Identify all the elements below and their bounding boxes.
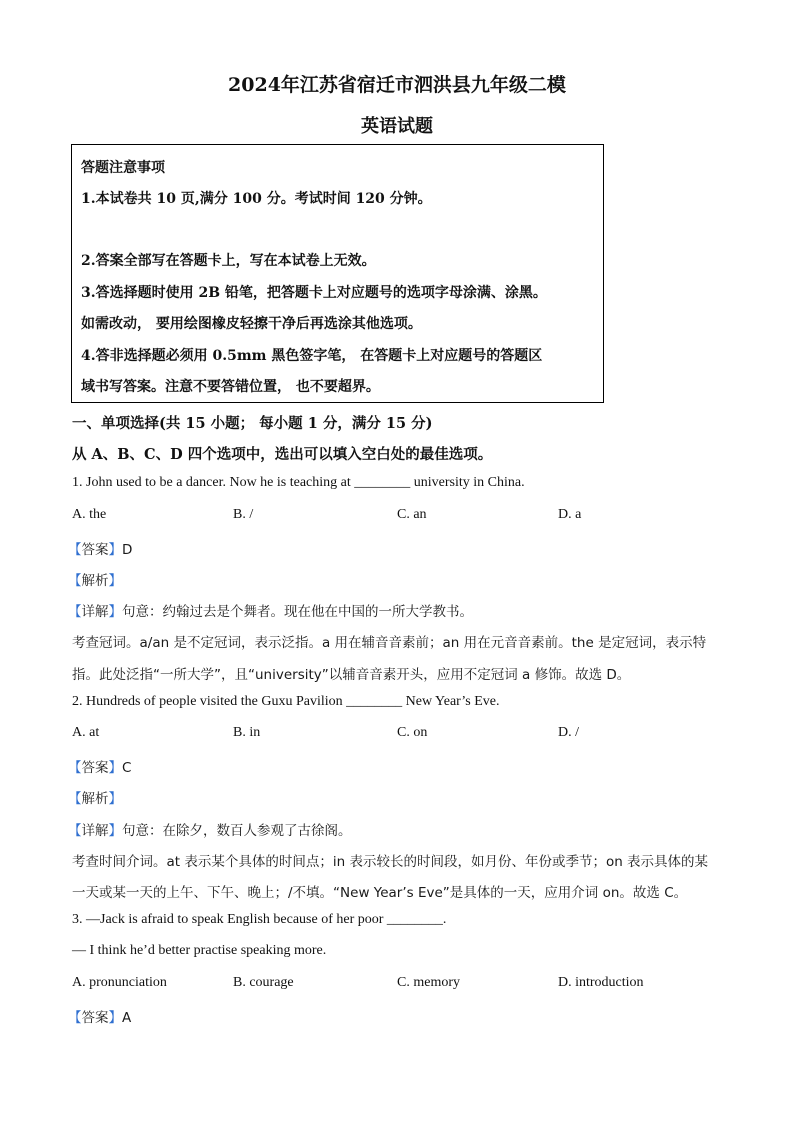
detail-text: 句意：在除夕，数百人参观了古徐阁。 xyxy=(122,823,352,839)
explanation-line: 考查冠词。a/an 是不定冠词，表示泛指。a 用在辅音音素前；an 用在元音音素前。the 是定冠词，表示特 xyxy=(72,635,707,651)
notice-box xyxy=(71,144,604,403)
option-b: B. in xyxy=(233,725,261,740)
option-a: A. the xyxy=(72,507,107,522)
answer-value: C xyxy=(122,760,132,776)
detail-text: 句意：约翰过去是个舞者。现在他在中国的一所大学教书。 xyxy=(122,604,473,620)
explanation-line: 指。此处泛指“一所大学”，且“university”以辅音音素开头，应用不定冠词 a 修饰。故选 D。 xyxy=(72,667,631,683)
explanation-line: 考查时间介词。at 表示某个具体的时间点；in 表示较长的时间段，如月份、年份或季节；on 表示具体的某 xyxy=(72,854,709,870)
answer-value: A xyxy=(122,1010,132,1026)
notice-line: 域书写答案。注意不要答错位置， 也不要超界。 xyxy=(81,379,380,395)
answer-line: 【答案】C xyxy=(68,760,132,776)
question-stem: 1. John used to be a dancer. Now he is teaching at ________ university in China. xyxy=(72,475,525,490)
notice-line: 3.答选择题时使用 2B 铅笔，把答题卡上对应题号的选项字母涂满、涂黑。 xyxy=(81,285,547,301)
explanation-line: 一天或某一天的上午、下午、晚上；/不填。“New Year’s Eve”是具体的一天，应用介词 on。故选 C。 xyxy=(72,885,688,901)
detail-line: 【详解】句意：在除夕，数百人参观了古徐阁。 xyxy=(68,823,352,839)
option-b: B. / xyxy=(233,507,254,522)
question-stem-reply: — I think he’d better practise speaking more. xyxy=(72,943,327,958)
answer-value: D xyxy=(122,542,133,558)
question-stem: 2. Hundreds of people visited the Guxu Pavilion ________ New Year’s Eve. xyxy=(72,694,500,709)
answer-line: 【答案】A xyxy=(68,1010,132,1026)
analysis-label: 【解析】 xyxy=(68,573,122,589)
option-c: C. an xyxy=(397,507,427,522)
option-a: A. pronunciation xyxy=(72,975,167,990)
notice-line: 4.答非选择题必须用 0.5mm 黑色签字笔， 在答题卡上对应题号的答题区 xyxy=(81,348,543,364)
analysis-label: 【解析】 xyxy=(68,791,122,807)
option-d: D. introduction xyxy=(558,975,644,990)
option-a: A. at xyxy=(72,725,100,740)
question-stem: 3. —Jack is afraid to speak English because of her poor ________. xyxy=(72,912,447,927)
option-c: C. memory xyxy=(397,975,460,990)
page-subtitle: 英语试题 xyxy=(361,116,433,137)
section-heading: 一、单项选择(共 15 小题； 每小题 1 分，满分 15 分) xyxy=(72,415,433,432)
option-c: C. on xyxy=(397,725,428,740)
detail-line: 【详解】句意：约翰过去是个舞者。现在他在中国的一所大学教书。 xyxy=(68,604,473,620)
page-title: 2024年江苏省宿迁市泗洪县九年级二模 xyxy=(228,74,566,96)
answer-line: 【答案】D xyxy=(68,542,133,558)
option-b: B. courage xyxy=(233,975,294,990)
notice-line: 如需改动， 要用绘图橡皮轻擦干净后再选涂其他选项。 xyxy=(81,316,422,332)
option-d: D. / xyxy=(558,725,579,740)
notice-line: 2.答案全部写在答题卡上，写在本试卷上无效。 xyxy=(81,253,376,269)
notice-heading: 答题注意事项 xyxy=(81,160,165,176)
option-d: D. a xyxy=(558,507,582,522)
notice-line: 1.本试卷共 10 页,满分 100 分。考试时间 120 分钟。 xyxy=(81,191,432,207)
section-instruction: 从 A、B、C、D 四个选项中，选出可以填入空白处的最佳选项。 xyxy=(72,446,493,463)
